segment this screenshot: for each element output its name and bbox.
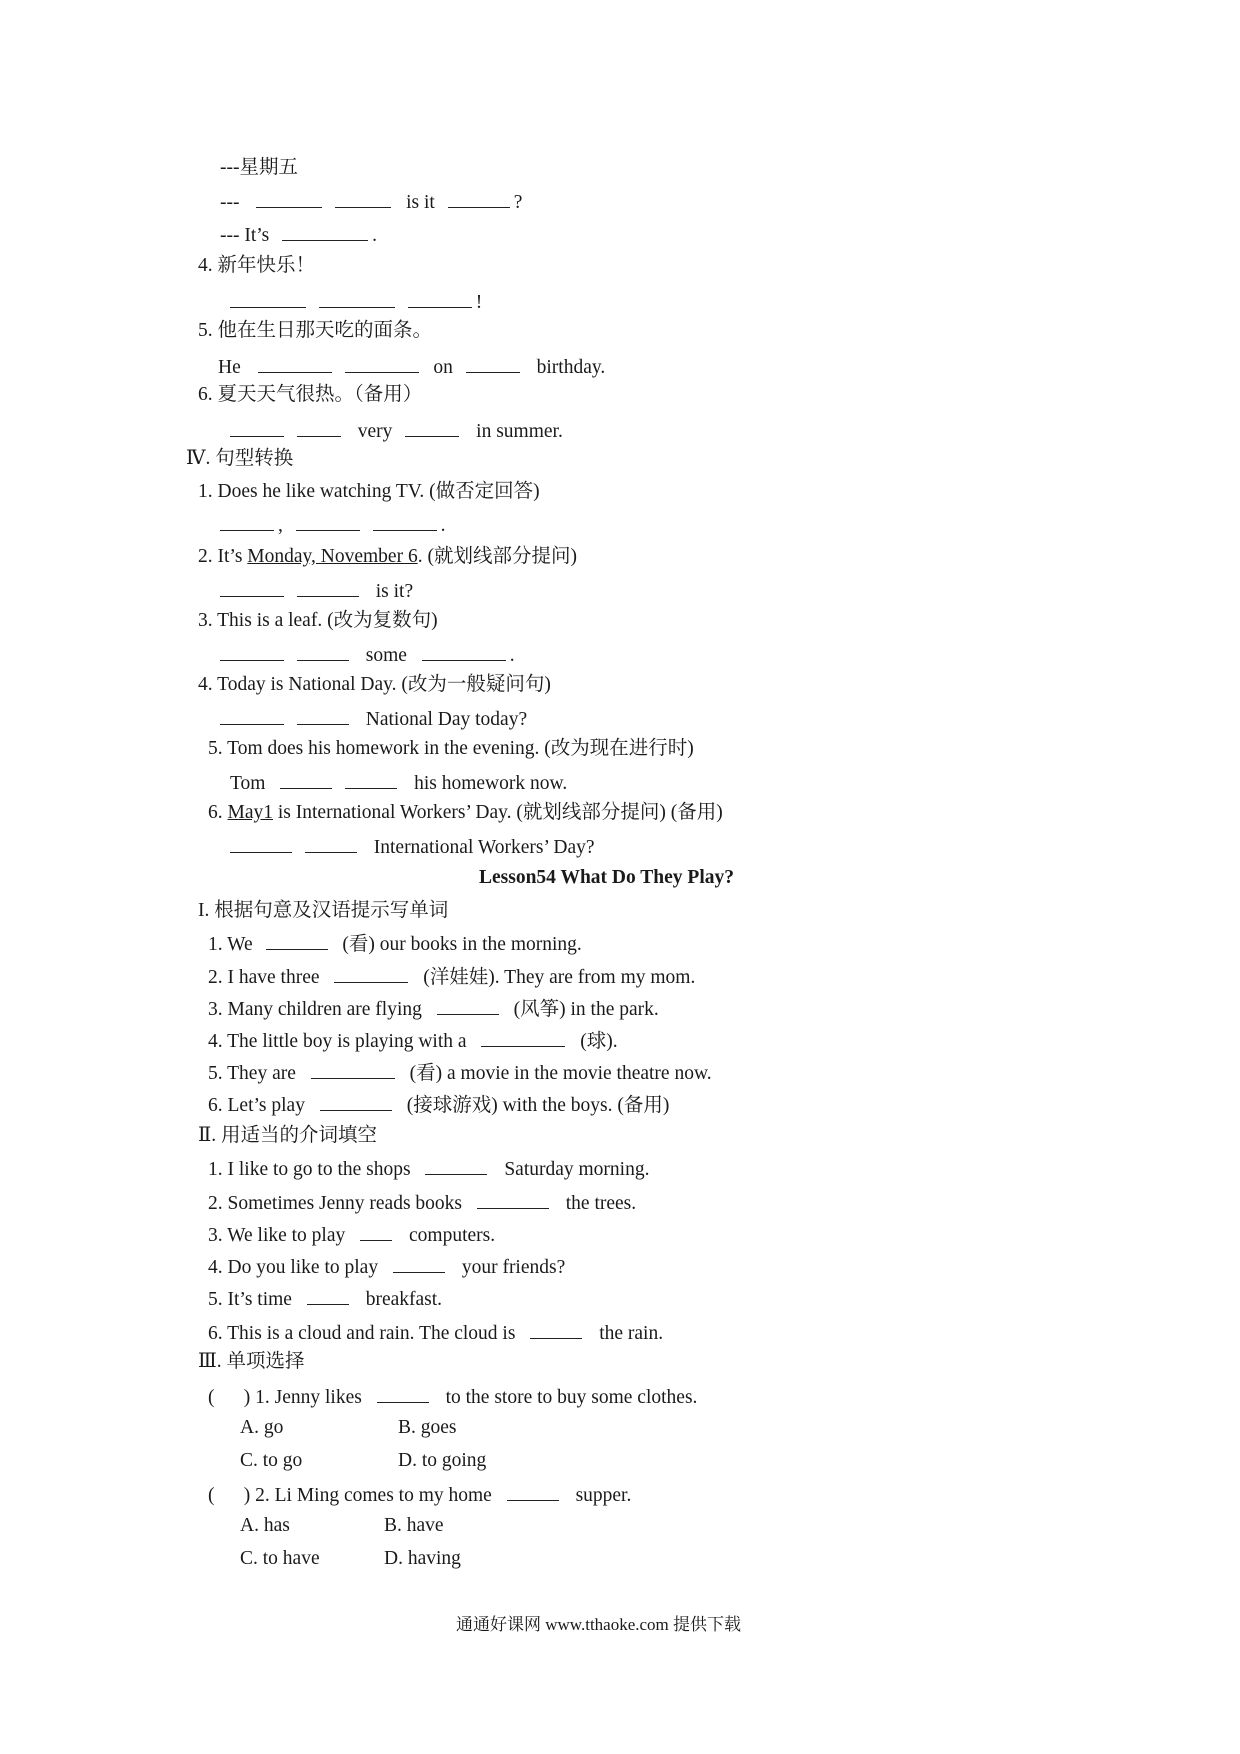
answer-blank[interactable] — [311, 1060, 395, 1079]
answer-blank[interactable] — [297, 578, 359, 597]
option[interactable]: D. to going — [398, 1450, 487, 1471]
answer-blank[interactable] — [297, 706, 349, 725]
question: 6. Let’s play (接球游戏) with the boys. (备用) — [208, 1092, 669, 1118]
question: 1. We (看) our books in the morning. — [208, 931, 582, 957]
question: 1. Does he like watching TV. (做否定回答) — [198, 481, 540, 502]
answer-blank[interactable] — [297, 642, 349, 661]
answer-blank[interactable] — [345, 770, 397, 789]
section-heading: Ⅳ. 句型转换 — [186, 448, 294, 469]
question: 3. Many children are flying (风筝) in the park. — [208, 996, 659, 1022]
question: 5. They are (看) a movie in the movie theatre now. — [208, 1060, 712, 1086]
answer-blank[interactable] — [437, 996, 499, 1015]
answer-paren[interactable]: ( ) — [208, 1387, 251, 1408]
answer-blank[interactable] — [335, 189, 391, 208]
q5-prompt: 5. 他在生日那天吃的面条。 — [198, 320, 433, 341]
answer-blank[interactable] — [296, 512, 360, 531]
option[interactable]: D. having — [384, 1548, 461, 1569]
answer-blank[interactable] — [305, 834, 357, 853]
answer-blank[interactable] — [422, 642, 506, 661]
question: ( ) 2. Li Ming comes to my home supper. — [208, 1482, 631, 1508]
answer-blank[interactable] — [266, 931, 328, 950]
answer-blank[interactable] — [481, 1028, 565, 1047]
question: 5. It’s time breakfast. — [208, 1286, 442, 1312]
question: 4. The little boy is playing with a (球). — [208, 1028, 618, 1054]
answer-blank[interactable] — [405, 418, 459, 437]
q3-answer-line-2: --- It’s . — [220, 222, 377, 248]
answer-line: , . — [220, 512, 446, 538]
answer-blank[interactable] — [507, 1482, 559, 1501]
question: 4. Do you like to play your friends? — [208, 1254, 565, 1280]
answer-blank[interactable] — [220, 512, 274, 531]
section-heading: Ⅱ. 用适当的介词填空 — [198, 1125, 378, 1146]
answer-blank[interactable] — [320, 1092, 392, 1111]
question: 3. We like to play computers. — [208, 1222, 495, 1248]
question: 2. Sometimes Jenny reads books the trees. — [208, 1190, 636, 1216]
question: 2. It’s Monday, November 6. (就划线部分提问) — [198, 546, 577, 567]
page-footer: 通通好课网 www.tthaoke.com 提供下载 — [456, 1615, 742, 1634]
answer-blank[interactable] — [220, 578, 284, 597]
underlined-phrase: Monday, November 6 — [247, 546, 418, 567]
question: 6. May1 is International Workers’ Day. (就划线部分提问) (备用) — [208, 802, 723, 823]
answer-blank[interactable] — [425, 1156, 487, 1175]
answer-blank[interactable] — [393, 1254, 445, 1273]
option[interactable]: B. goes — [398, 1417, 457, 1438]
q5-answer: He on birthday. — [218, 354, 605, 380]
question: 6. This is a cloud and rain. The cloud is the rain. — [208, 1320, 663, 1346]
question: 4. Today is National Day. (改为一般疑问句) — [198, 674, 551, 695]
question: 2. I have three (洋娃娃). They are from my mom. — [208, 964, 695, 990]
lesson-title: Lesson54 What Do They Play? — [479, 867, 734, 888]
answer-blank[interactable] — [466, 354, 520, 373]
option[interactable]: A. go — [240, 1417, 284, 1438]
q4-prompt: 4. 新年快乐！ — [198, 255, 316, 276]
answer-blank[interactable] — [230, 418, 284, 437]
answer-line: International Workers’ Day? — [230, 834, 595, 860]
answer-line: some . — [220, 642, 515, 668]
option[interactable]: C. to have — [240, 1548, 320, 1569]
option[interactable]: C. to go — [240, 1450, 303, 1471]
q6-answer: very in summer. — [226, 418, 563, 444]
answer-blank[interactable] — [220, 706, 284, 725]
answer-blank[interactable] — [345, 354, 419, 373]
answer-blank[interactable] — [334, 964, 408, 983]
answer-blank[interactable] — [230, 834, 292, 853]
answer-blank[interactable] — [307, 1286, 349, 1305]
answer-blank[interactable] — [256, 189, 322, 208]
answer-blank[interactable] — [280, 770, 332, 789]
answer-line: Tom his homework now. — [230, 770, 567, 796]
option[interactable]: B. have — [384, 1515, 444, 1536]
answer-blank[interactable] — [408, 289, 472, 308]
q6-prompt: 6. 夏天天气很热。（备用） — [198, 384, 423, 405]
answer-blank[interactable] — [448, 189, 510, 208]
answer-blank[interactable] — [282, 222, 368, 241]
section-heading: Ⅲ. 单项选择 — [198, 1351, 305, 1372]
answer-blank[interactable] — [230, 289, 306, 308]
answer-line: National Day today? — [220, 706, 527, 732]
answer-blank[interactable] — [319, 289, 395, 308]
answer-blank[interactable] — [530, 1320, 582, 1339]
q3-answer-line-1: --- is it ? — [220, 189, 522, 215]
answer-blank[interactable] — [360, 1222, 392, 1241]
question: 1. I like to go to the shops Saturday morning. — [208, 1156, 649, 1182]
question: ( ) 1. Jenny likes to the store to buy some clothes. — [208, 1384, 697, 1410]
q4-answer: ! — [226, 289, 482, 315]
answer-blank[interactable] — [373, 512, 437, 531]
answer-blank[interactable] — [477, 1190, 549, 1209]
underlined-phrase: May1 — [227, 802, 273, 823]
answer-blank[interactable] — [377, 1384, 429, 1403]
answer-blank[interactable] — [258, 354, 332, 373]
answer-paren[interactable]: ( ) — [208, 1485, 251, 1506]
question: 3. This is a leaf. (改为复数句) — [198, 610, 438, 631]
answer-line: is it? — [220, 578, 413, 604]
q3-prompt: ---星期五 — [220, 157, 298, 178]
section-heading: I. 根据句意及汉语提示写单词 — [198, 900, 449, 921]
answer-blank[interactable] — [220, 642, 284, 661]
option[interactable]: A. has — [240, 1515, 290, 1536]
question: 5. Tom does his homework in the evening. (改为现在进行时) — [208, 738, 694, 759]
answer-blank[interactable] — [297, 418, 341, 437]
